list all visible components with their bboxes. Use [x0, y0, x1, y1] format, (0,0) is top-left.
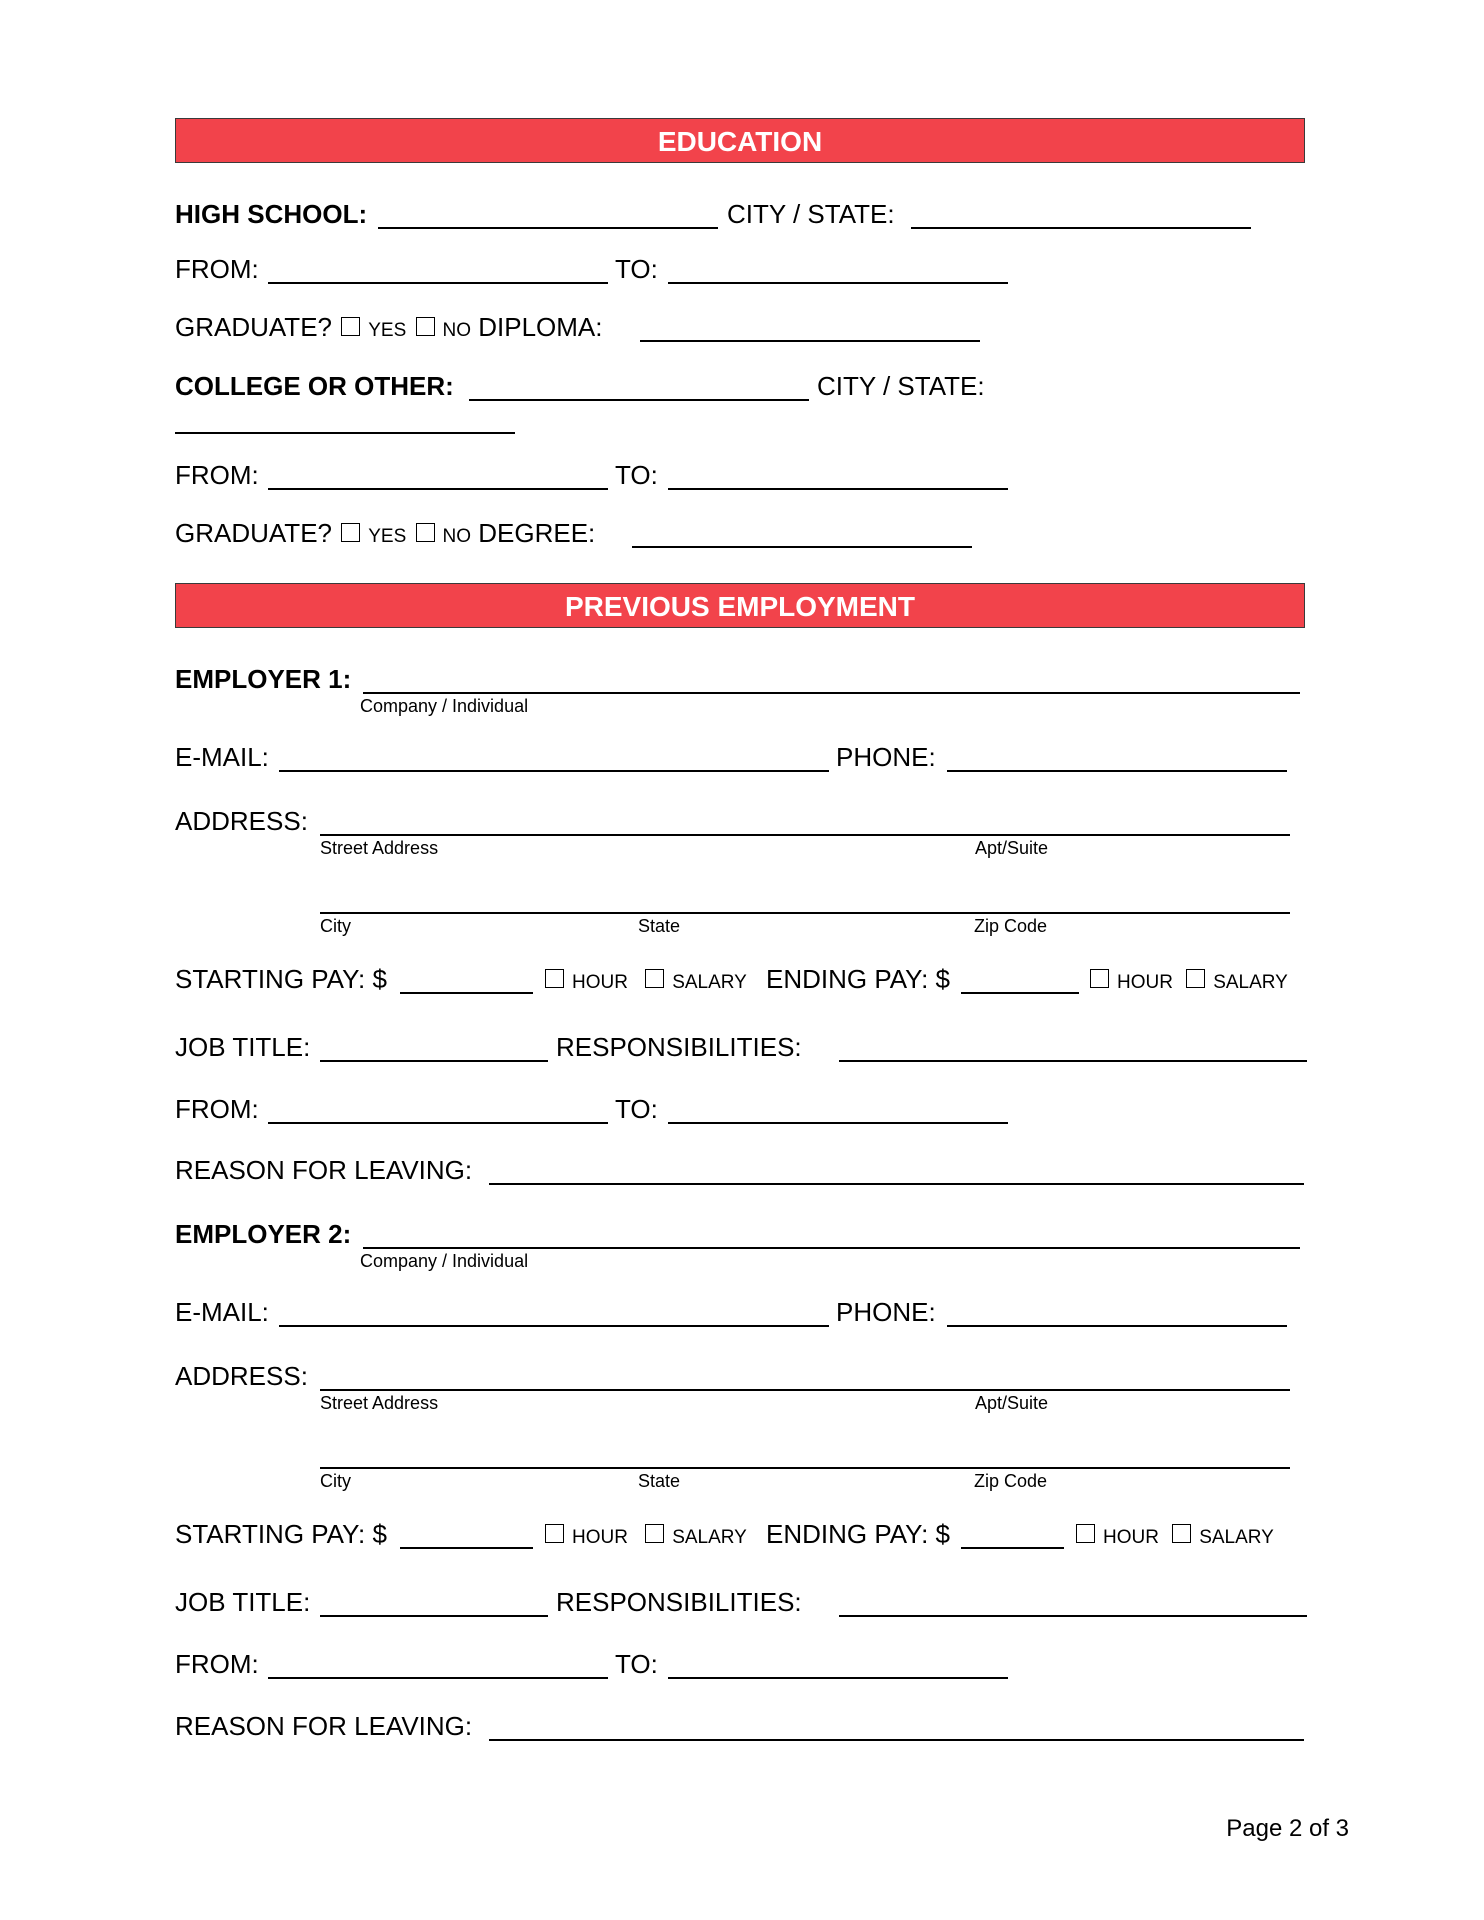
e2-reason-label: REASON FOR LEAVING: [175, 1711, 473, 1741]
e1-state-caption: State [638, 916, 681, 936]
e1-from-label: FROM: [175, 1094, 259, 1124]
college-from-label: FROM: [175, 460, 259, 490]
e2-responsibilities-label: RESPONSIBILITIES: [556, 1587, 802, 1617]
e1-job-title-label: JOB TITLE: [175, 1032, 311, 1062]
hs-no-label: NO [442, 320, 471, 341]
e1-email-field[interactable] [279, 770, 829, 772]
hs-no-checkbox[interactable] [416, 317, 435, 336]
e1-end-hour-checkbox[interactable] [1090, 969, 1109, 988]
e2-from-field[interactable] [268, 1677, 608, 1679]
e2-phone-field[interactable] [947, 1325, 1287, 1327]
e1-start-salary-checkbox[interactable] [645, 969, 664, 988]
e2-apt-caption: Apt/Suite [975, 1393, 1049, 1413]
e2-start-hour-label: HOUR [572, 1527, 628, 1548]
diploma-field[interactable] [640, 340, 980, 342]
e2-start-pay-options [543, 1519, 747, 1553]
e1-responsibilities-field[interactable] [839, 1060, 1307, 1062]
high-school-field[interactable] [378, 227, 718, 229]
college-no-label: NO [442, 526, 471, 547]
employer2-company-caption: Company / Individual [360, 1251, 529, 1271]
college-graduate-row [175, 518, 595, 552]
e2-end-hour-label: HOUR [1103, 1527, 1159, 1548]
e1-from-field[interactable] [268, 1122, 608, 1124]
college-yes-checkbox[interactable] [341, 523, 360, 542]
e2-address-label: ADDRESS: [175, 1361, 308, 1391]
diploma-label: DIPLOMA: [478, 312, 603, 342]
e1-end-salary-label: SALARY [1213, 972, 1288, 993]
employer2-field[interactable] [363, 1247, 1300, 1249]
e1-phone-label: PHONE: [836, 742, 936, 772]
college-field[interactable] [469, 399, 809, 401]
e1-ending-pay-field[interactable] [961, 992, 1079, 994]
e2-phone-label: PHONE: [836, 1297, 936, 1327]
e1-start-salary-label: SALARY [672, 972, 747, 993]
hs-from-field[interactable] [268, 282, 608, 284]
e1-to-label: TO: [615, 1094, 658, 1124]
e2-end-salary-label: SALARY [1199, 1527, 1274, 1548]
e1-zip-caption: Zip Code [974, 916, 1048, 936]
e1-end-hour-label: HOUR [1117, 972, 1173, 993]
e2-starting-pay-label: STARTING PAY: $ [175, 1519, 387, 1549]
e2-start-hour-checkbox[interactable] [545, 1524, 564, 1543]
e1-reason-field[interactable] [489, 1183, 1304, 1185]
hs-yes-checkbox[interactable] [341, 317, 360, 336]
e2-job-title-label: JOB TITLE: [175, 1587, 311, 1617]
hs-to-label: TO: [615, 254, 658, 284]
e2-street-caption: Street Address [320, 1393, 439, 1413]
e2-start-salary-checkbox[interactable] [645, 1524, 664, 1543]
e2-starting-pay-field[interactable] [400, 1547, 533, 1549]
e2-email-label: E-MAIL: [175, 1297, 269, 1327]
employer1-company-caption: Company / Individual [360, 696, 529, 716]
e1-reason-label: REASON FOR LEAVING: [175, 1155, 473, 1185]
college-label: COLLEGE OR OTHER: [175, 371, 454, 401]
college-from-field[interactable] [268, 488, 608, 490]
hs-graduate-row [175, 312, 602, 346]
e1-address-label: ADDRESS: [175, 806, 308, 836]
employment-banner: PREVIOUS EMPLOYMENT [175, 583, 1305, 628]
college-city-state-label: CITY / STATE: [817, 371, 985, 401]
e1-street-caption: Street Address [320, 838, 439, 858]
e1-start-hour-checkbox[interactable] [545, 969, 564, 988]
e2-to-label: TO: [615, 1649, 658, 1679]
hs-to-field[interactable] [668, 282, 1008, 284]
e2-state-caption: State [638, 1471, 681, 1491]
e2-end-hour-checkbox[interactable] [1076, 1524, 1095, 1543]
e1-to-field[interactable] [668, 1122, 1008, 1124]
e2-ending-pay-field[interactable] [961, 1547, 1064, 1549]
employer2-label: EMPLOYER 2: [175, 1219, 352, 1249]
e2-zip-caption: Zip Code [974, 1471, 1048, 1491]
hs-from-label: FROM: [175, 254, 259, 284]
e1-end-salary-checkbox[interactable] [1186, 969, 1205, 988]
college-graduate-label: GRADUATE? [175, 518, 332, 548]
e1-starting-pay-label: STARTING PAY: $ [175, 964, 387, 994]
e2-ending-pay-label: ENDING PAY: $ [766, 1519, 950, 1549]
e1-email-label: E-MAIL: [175, 742, 269, 772]
e2-from-label: FROM: [175, 1649, 259, 1679]
e1-apt-caption: Apt/Suite [975, 838, 1049, 858]
e2-end-pay-options [1074, 1519, 1274, 1553]
e2-job-title-field[interactable] [320, 1615, 548, 1617]
college-to-field[interactable] [668, 488, 1008, 490]
e1-phone-field[interactable] [947, 770, 1287, 772]
e2-city-field[interactable] [320, 1467, 1290, 1469]
e2-end-salary-checkbox[interactable] [1172, 1524, 1191, 1543]
education-banner: EDUCATION [175, 118, 1305, 163]
e2-reason-field[interactable] [489, 1739, 1304, 1741]
college-to-label: TO: [615, 460, 658, 490]
degree-field[interactable] [632, 546, 972, 548]
employer1-label: EMPLOYER 1: [175, 664, 352, 694]
hs-graduate-label: GRADUATE? [175, 312, 332, 342]
degree-label: DEGREE: [478, 518, 596, 548]
e2-street-field[interactable] [320, 1389, 1290, 1391]
e2-city-caption: City [320, 1471, 351, 1491]
e1-ending-pay-label: ENDING PAY: $ [766, 964, 950, 994]
page-number: Page 2 of 3 [1226, 1815, 1349, 1842]
employer1-field[interactable] [363, 692, 1300, 694]
college-no-checkbox[interactable] [416, 523, 435, 542]
e1-responsibilities-label: RESPONSIBILITIES: [556, 1032, 802, 1062]
e2-responsibilities-field[interactable] [839, 1615, 1307, 1617]
e1-city-field[interactable] [320, 912, 1290, 914]
e2-email-field[interactable] [279, 1325, 829, 1327]
e2-to-field[interactable] [668, 1677, 1008, 1679]
hs-yes-label: YES [368, 320, 407, 341]
e1-start-hour-label: HOUR [572, 972, 628, 993]
high-school-label: HIGH SCHOOL: [175, 199, 368, 229]
e1-street-field[interactable] [320, 834, 1290, 836]
e1-starting-pay-field[interactable] [400, 992, 533, 994]
e1-city-caption: City [320, 916, 351, 936]
e1-job-title-field[interactable] [320, 1060, 548, 1062]
college-yes-label: YES [368, 526, 407, 547]
college-city-state-field[interactable] [175, 432, 515, 434]
e1-end-pay-options [1088, 964, 1288, 998]
hs-city-state-field[interactable] [911, 227, 1251, 229]
hs-city-state-label: CITY / STATE: [727, 199, 895, 229]
e2-start-salary-label: SALARY [672, 1527, 747, 1548]
e1-start-pay-options [543, 964, 747, 998]
